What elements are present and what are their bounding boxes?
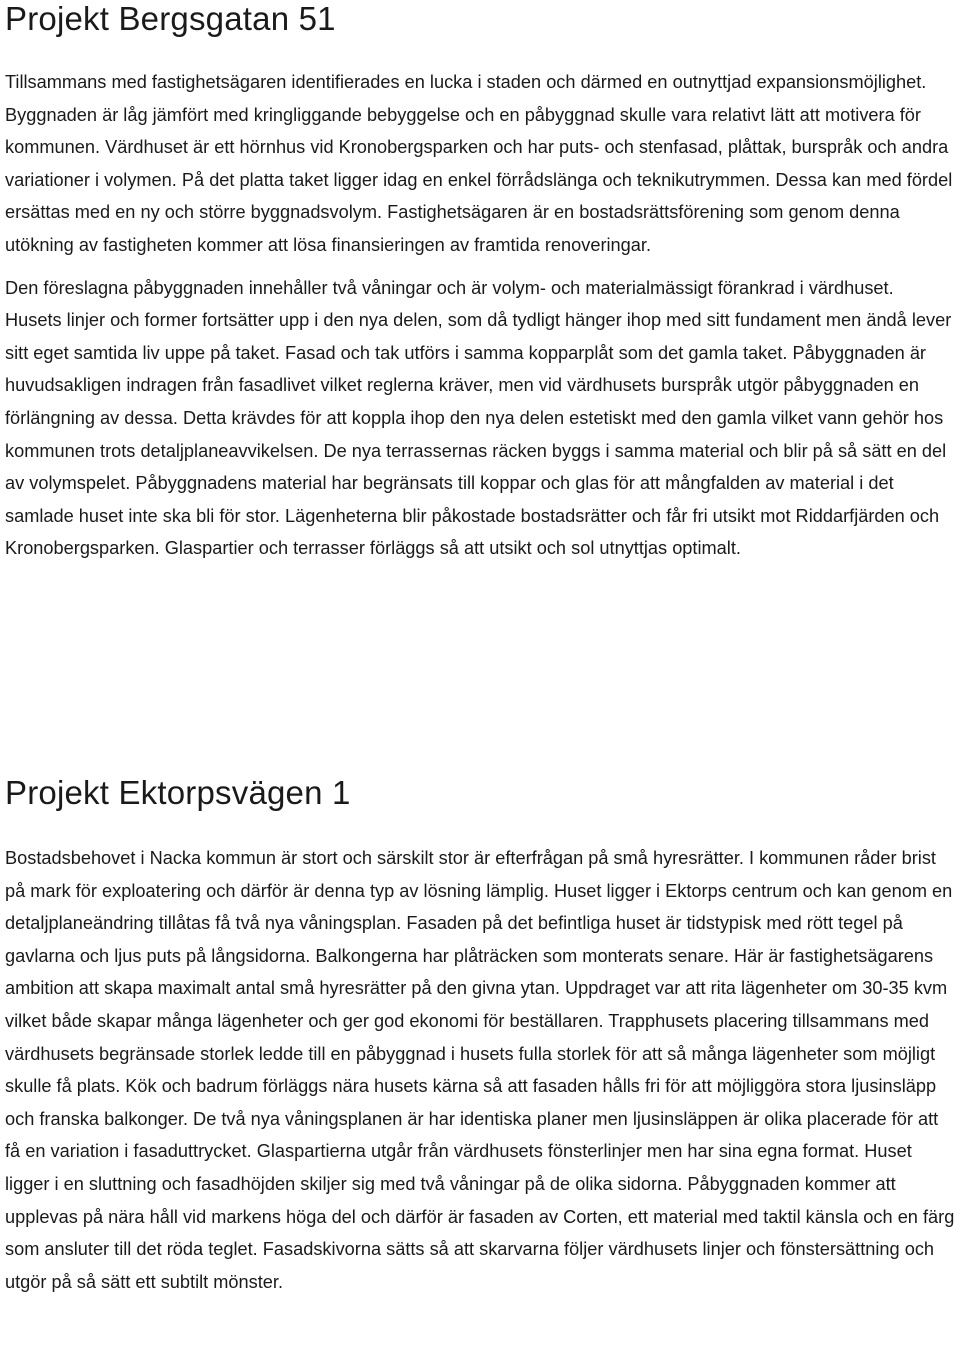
document-page xyxy=(5,0,957,1292)
paragraph-bergsgatan-proposal: Den föreslagna påbyggnaden innehåller två våningar och är volym- och materialmässigt förankrad i värdhuset. Husets linjer och former fortsätter upp i den nya delen, som då tydligt hänger ihop med sitt fundament men ändå lever sitt eget samtida liv uppe på taket. Fasad och tak utförs i samma kopparplåt som det gamla taket. Påbyggnaden är huvudsakligen indragen från fasadlivet vilket reglerna kräver, men vid värdhusets burspråk utgör påbyggnaden en förlängning av dessa. Detta krävdes för att koppla ihop den nya delen estetiskt med den gamla vilket vann gehör hos kommunen trots detaljplaneavvikelsen. De nya terrassernas räcken byggs i samma material och blir på så sätt en del av volymspelet. Påbyggnadens material har begränsats till koppar och glas för att mångfalden av material i det samlade huset inte ska bli för stor. Lägenheterna blir påkostade bostadsrätter och får fri utsikt mot Riddarfjärden och Kronobergsparken. Glaspartier och terrasser förläggs så att utsikt och sol utnyttjas optimalt. xyxy=(5,277,952,559)
paragraph-bergsgatan-intro: Tillsammans med fastighetsägaren identifierades en lucka i staden och därmed en outnyttjad expansionsmöjlighet. Byggnaden är låg jämfört med kringliggande bebyggelse och en påbyggnad skulle vara relativt lätt att motivera för kommunen. Värdhuset är ett hörnhus vid Kronobergsparken och har puts- och stenfasad, plåttak, burspråk och andra variationer i volymen. På det platta taket ligger idag en enkel förrådslänga och teknikutrymmen. Dessa kan med fördel ersättas med en ny och större byggnadsvolym. Fastighetsägaren är en bostadsrättsförening som genom denna utökning av fastigheten kommer att lösa finansieringen av framtida renoveringar. xyxy=(5,72,953,255)
section-heading-ektorpsvagen: Projekt Ektorpsvägen 1 xyxy=(5,774,351,811)
section-heading-bergsgatan: Projekt Bergsgatan 51 xyxy=(5,0,336,37)
section-body-bergsgatan xyxy=(5,66,955,565)
section-body-ektorpsvagen xyxy=(5,842,957,1298)
paragraph-ektorpsvagen-body: Bostadsbehovet i Nacka kommun är stort och särskilt stor är efterfrågan på små hyresrätter. I kommunen råder brist på mark för exploatering och därför är denna typ av lösning lämplig. Huset ligger i Ektorps centrum och kan genom en detaljplaneändring tillåtas få två nya våningsplan. Fasaden på det befintliga huset är tidstypisk med rött tegel på gavlarna och ljus puts på långsidorna. Balkongerna har plåträcken som monterats senare. Här är fastighetsägarens ambition att skapa maximalt antal små hyresrätter på den givna ytan. Uppdraget var att rita lägenheter om 30-35 kvm vilket både skapar många lägenheter och ger god ekonomi för beställaren. Trapphusets placering tillsammans med värdhusets begränsade storlek ledde till en påbyggnad i husets fulla storlek för att så många lägenheter som möjligt skulle få plats. Kök och badrum förläggs nära husets kärna så att fasaden hålls fri för att möjliggöra stora ljusinsläpp och franska balkonger. De två nya våningsplanen är har identiska planer men ljusinsläppen är olika placerade för att få en variation i fasaduttrycket. Glaspartierna utgår från värdhusets fönsterlinjer men har sina egna format. Huset ligger i en sluttning och fasadhöjden skiljer sig med två våningar på de olika sidorna. Påbyggnaden kommer att upplevas på nära håll vid markens höga del och därför är fasaden av Corten, ett material med taktil känsla och en färg som ansluter till det röda teglet. Fasadskivorna sätts så att skarvarna följer värdhusets linjer och fönstersättning och utgör på så sätt ett subtilt mönster. xyxy=(5,848,955,1292)
